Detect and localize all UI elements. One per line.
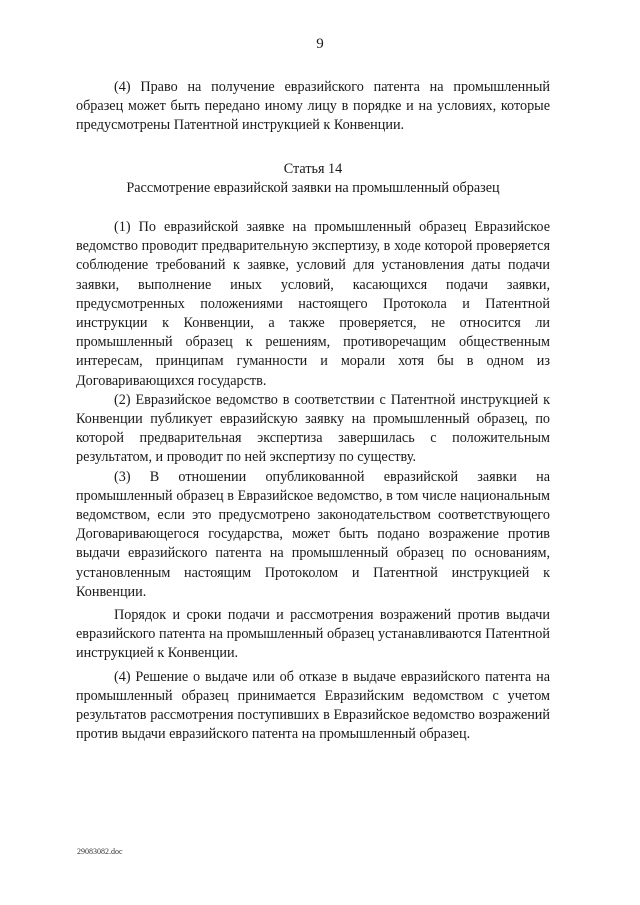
article-paragraph-2: (2) Евразийское ведомство в соответствии с Патентной инструкцией к Конвенции публикует евразийскую заявку на промышленный образец, по которой предварительная экспертиза завершилась с положительным результатом, и проводит по ней экспертизу по существу. [76, 391, 550, 466]
article-paragraph-4: Порядок и сроки подачи и рассмотрения возражений против выдачи евразийского патента на промышленный образец устанавливаются Патентной инструкцией к Конвенции. [76, 607, 550, 662]
intro-paragraph: (4) Право на получение евразийского патента на промышленный образец может быть передано иному лицу в порядке и на условиях, которые предусмотрены Патентной инструкцией к Конвенции. [76, 79, 550, 134]
article-paragraph-1: (1) По евразийской заявке на промышленный образец Евразийское ведомство проводит предварительную экспертизу, в ходе которой проверяется соблюдение требований к заявке, условий для установления даты подачи заявки, выполнение иных условий, касающихся подачи заявки, предусмотренных положениями настоящего Протокола и Патентной инструкции к Конвенции, а также проверяется, не относится ли промышленный образец к решениям, противоречащим общественным интересам, принципам гуманности и морали хотя бы в одном из Договаривающихся государств. [76, 219, 550, 389]
article-paragraph-5: (4) Решение о выдаче или об отказе в выдаче евразийского патента на промышленный образец принимается Евразийским ведомством с учетом результатов рассмотрения поступивших в Евразийское ведомство возражений против выдачи евразийского патента на промышленный образец. [76, 668, 550, 743]
article-paragraph-3: (3) В отношении опубликованной евразийской заявки на промышленный образец в Евразийское ведомство, в том числе национальным ведомством, если это предусмотрено законодательством соответствующего Договаривающегося государства, может быть подано возражение против выдачи евразийского патента на промышленный образец по основаниям, установленным настоящим Протоколом и Патентной инструкцией к Конвенции. [76, 468, 550, 600]
article-title: Статья 14 [283, 160, 343, 177]
document-body [76, 78, 550, 745]
document-filename: 29083082.doc [77, 847, 123, 856]
page-number: 9 [316, 36, 324, 52]
article-subtitle: Рассмотрение евразийской заявки на промышленный образец [126, 179, 500, 196]
